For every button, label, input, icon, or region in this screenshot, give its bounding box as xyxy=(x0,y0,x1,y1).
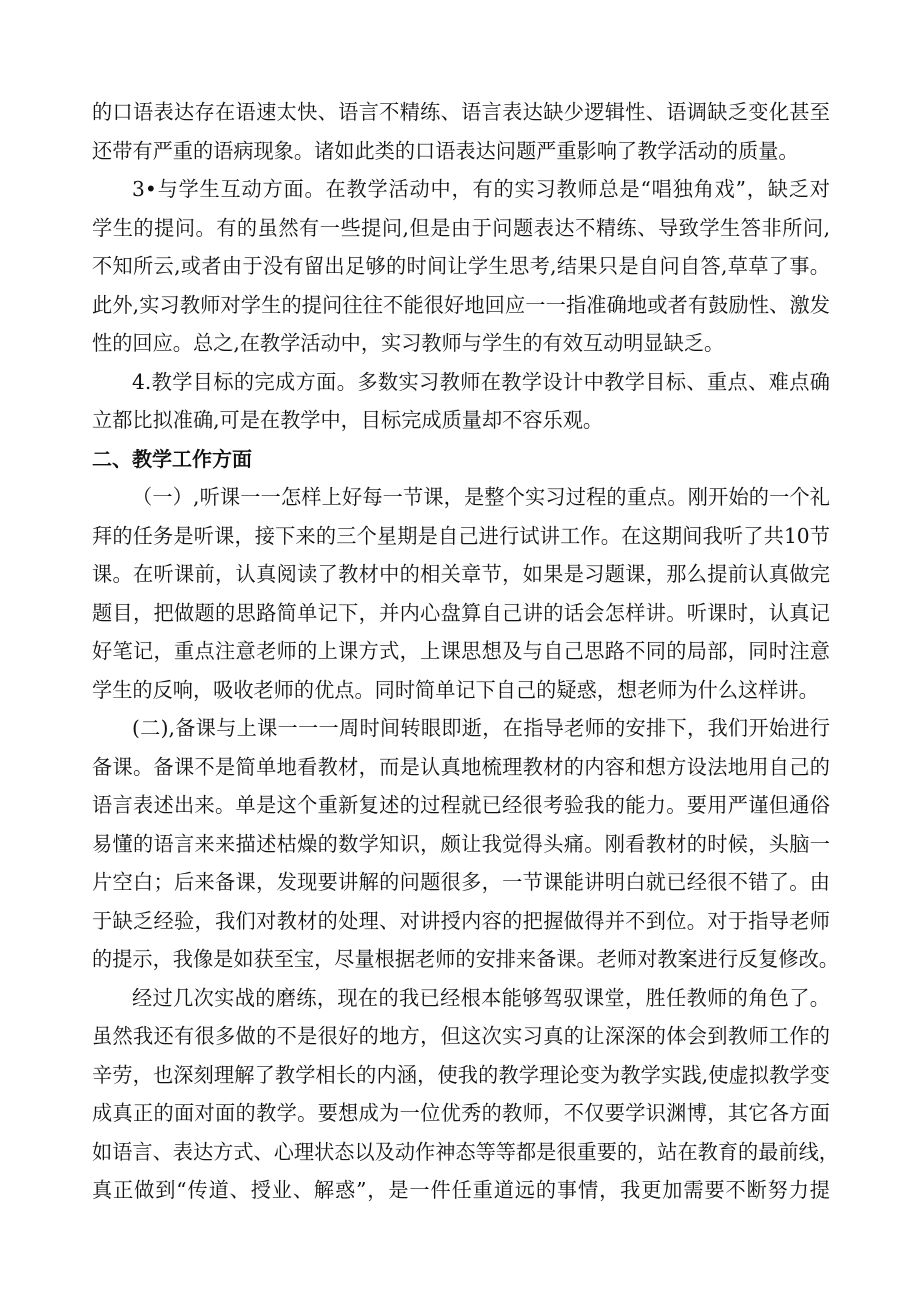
text-line: 易懂的语言来来描述枯燥的数学知识，颇让我觉得头痛。刚看教材的时候，头脑一 xyxy=(92,831,830,856)
text-line: 的口语表达存在语速太快、语言不精练、语言表达缺少逻辑性、语调缺乏变化甚至 xyxy=(92,100,830,124)
text-line: 好笔记，重点注意老师的上课方式，上课思想及与自己思路不同的局部，同时注意 xyxy=(92,639,830,663)
text-line: 性的回应。总之,在教学活动中，实习教师与学生的有效互动明显缺乏。 xyxy=(92,331,725,355)
text-line: 成真正的面对面的教学。要想成为一位优秀的教师，不仅要学识渊博，其它各方面 xyxy=(92,1101,830,1125)
text-line: 4.教学目标的完成方面。多数实习教师在教学设计中教学目标、重点、难点确 xyxy=(132,369,830,394)
text-line: 的提示，我像是如获至宝，尽量根据老师的安排来备课。老师对教案进行反复修改。 xyxy=(92,947,839,971)
text-line: 此外,实习教师对学生的提问往往不能很好地回应一一指准确地或者有鼓励性、激发 xyxy=(92,292,830,317)
text-line: 辛劳，也深刻理解了教学相长的内涵，使我的教学理论变为教学实践,使虚拟教学变 xyxy=(92,1062,830,1087)
text-line: 片空白；后来备课，发现要讲解的问题很多，一节课能讲明白就已经很不错了。由 xyxy=(92,870,830,894)
text-line: 备课。备课不是简单地看教材，而是认真地梳理教材的内容和想方设法地用自己的 xyxy=(92,754,830,779)
text-line: 学生的反响，吸收老师的优点。同时简单记下自己的疑惑，想老师为什么这样讲。 xyxy=(92,677,819,702)
text-line: 立都比拟准确,可是在教学中，目标完成质量却不容乐观。 xyxy=(92,408,604,432)
paragraph-block-1 xyxy=(92,93,830,440)
text-line: 于缺乏经验，我们对教材的处理、对讲授内容的把握做得并不到位。对于指导老师 xyxy=(92,908,830,933)
text-line: 课。在听课前，认真阅读了教材中的相关章节，如果是习题课，那么提前认真做完 xyxy=(92,562,830,586)
section-heading: 二、教学工作方面 xyxy=(92,446,252,471)
text-line: 拜的任务是听课，接下来的三个星期是自己进行试讲工作。在这期间我听了共10节 xyxy=(92,523,830,548)
document-page xyxy=(92,93,839,1210)
text-line: 还带有严重的语病现象。诸如此类的口语表达问题严重影响了教学活动的质量。 xyxy=(92,138,799,163)
text-line: 语言表述出来。单是这个重新复述的过程就已经很考验我的能力。要用严谨但通俗 xyxy=(92,793,830,817)
text-line: 经过几次实战的磨练，现在的我已经根本能够驾驭课堂，胜任教师的角色了。 xyxy=(132,985,830,1010)
text-line: （一）,听课一一怎样上好每一节课，是整个实习过程的重点。刚开始的一个礼 xyxy=(132,485,830,509)
paragraph-block-2 xyxy=(92,478,839,1210)
text-line: 3•与学生互动方面。在教学活动中，有的实习教师总是“唱独角戏”，缺乏对 xyxy=(132,177,830,201)
text-line: (二),备课与上课一一一周时间转眼即逝，在指导老师的安排下，我们开始进行 xyxy=(132,716,830,740)
text-line: 如语言、表达方式、心理状态以及动作神态等等都是很重要的，站在教育的最前线， xyxy=(92,1139,839,1164)
text-line: 题目，把做题的思路简单记下，并内心盘算自己讲的话会怎样讲。听课时，认真记 xyxy=(92,600,830,625)
text-line: 真正做到“传道、授业、解惑”，是一件任重道远的事情，我更加需要不断努力提 xyxy=(92,1178,830,1202)
text-line: 虽然我还有很多做的不是很好的地方，但这次实习真的让深深的体会到教师工作的 xyxy=(92,1024,830,1048)
text-line: 不知所云,或者由于没有留出足够的时间让学生思考,结果只是自问自答,草草了事。 xyxy=(92,254,830,278)
text-line: 学生的提问。有的虽然有一些提问,但是由于问题表达不精练、导致学生答非所问, xyxy=(92,215,830,240)
